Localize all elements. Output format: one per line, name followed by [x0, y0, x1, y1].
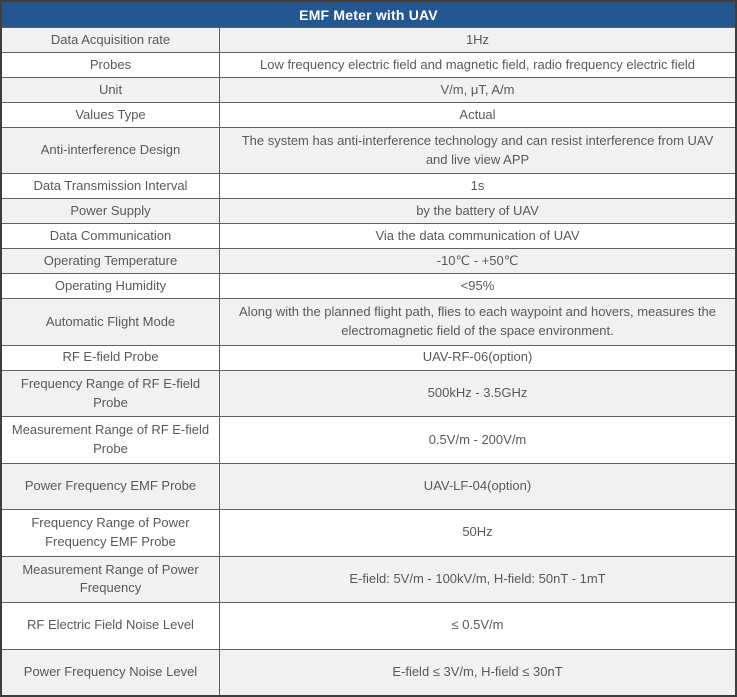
table-row	[2, 463, 735, 509]
spec-value: Along with the planned flight path, flies to each waypoint and hovers, measures the electromagnetic field of the space environment.	[239, 304, 716, 339]
spec-label: Power Frequency EMF Probe	[2, 464, 220, 509]
spec-label: Probes	[2, 53, 220, 77]
spec-label: Anti-interference Design	[2, 128, 220, 173]
spec-label: RF Electric Field Noise Level	[2, 603, 220, 648]
table-title: EMF Meter with UAV	[2, 2, 735, 27]
spec-value: 0.5V/m - 200V/m	[428, 431, 527, 447]
spec-value: -10℃ - +50℃	[436, 253, 519, 269]
table-row	[2, 370, 735, 416]
table-row	[2, 345, 735, 370]
spec-value: by the battery of UAV	[416, 203, 539, 219]
table-row	[2, 52, 735, 77]
spec-label: Power Frequency Noise Level	[2, 650, 220, 695]
spec-value: UAV-LF-04(option)	[423, 478, 532, 494]
table-row	[2, 298, 735, 344]
table-row	[2, 27, 735, 52]
table-row	[2, 77, 735, 102]
spec-value: 1s	[470, 178, 485, 194]
spec-value: E-field ≤ 3V/m, H-field ≤ 30nT	[392, 663, 563, 679]
spec-label: Operating Humidity	[2, 274, 220, 298]
table-row	[2, 198, 735, 223]
spec-label: Automatic Flight Mode	[2, 299, 220, 344]
spec-label: Frequency Range of RF E-field Probe	[2, 371, 220, 416]
table-row	[2, 127, 735, 173]
spec-value: V/m, μT, A/m	[440, 81, 515, 97]
table-row	[2, 273, 735, 298]
spec-label: Data Communication	[2, 224, 220, 248]
table-row	[2, 556, 735, 602]
spec-value: The system has anti-interference technology and can resist interference from UAV and live view APP	[241, 132, 714, 167]
spec-value: Via the data communication of UAV	[375, 228, 580, 244]
table-row	[2, 416, 735, 462]
spec-label: Data Acquisition rate	[2, 28, 220, 52]
table-row	[2, 223, 735, 248]
spec-value: Actual	[459, 106, 496, 122]
table-row	[2, 602, 735, 648]
spec-value: UAV-RF-06(option)	[422, 349, 533, 365]
spec-label: Measurement Range of RF E-field Probe	[2, 417, 220, 462]
spec-value: <95%	[460, 278, 495, 294]
table-row	[2, 102, 735, 127]
table-row	[2, 649, 735, 695]
spec-label: Operating Temperature	[2, 249, 220, 273]
spec-label: Measurement Range of Power Frequency	[2, 557, 220, 602]
spec-value: 1Hz	[465, 31, 490, 47]
spec-value: Low frequency electric field and magnetic field, radio frequency electric field	[259, 56, 695, 72]
table-row	[2, 248, 735, 273]
spec-label: Unit	[2, 78, 220, 102]
spec-value: 500kHz - 3.5GHz	[427, 385, 528, 401]
spec-value: 50Hz	[462, 524, 493, 540]
spec-label: Values Type	[2, 103, 220, 127]
spec-value: ≤ 0.5V/m	[451, 617, 504, 633]
table-row	[2, 173, 735, 198]
spec-label: RF E-field Probe	[2, 346, 220, 370]
spec-label: Frequency Range of Power Frequency EMF Probe	[2, 510, 220, 555]
table-row	[2, 509, 735, 555]
spec-label: Power Supply	[2, 199, 220, 223]
spec-label: Data Transmission Interval	[2, 174, 220, 198]
spec-value: E-field: 5V/m - 100kV/m, H-field: 50nT - 1mT	[349, 570, 606, 586]
